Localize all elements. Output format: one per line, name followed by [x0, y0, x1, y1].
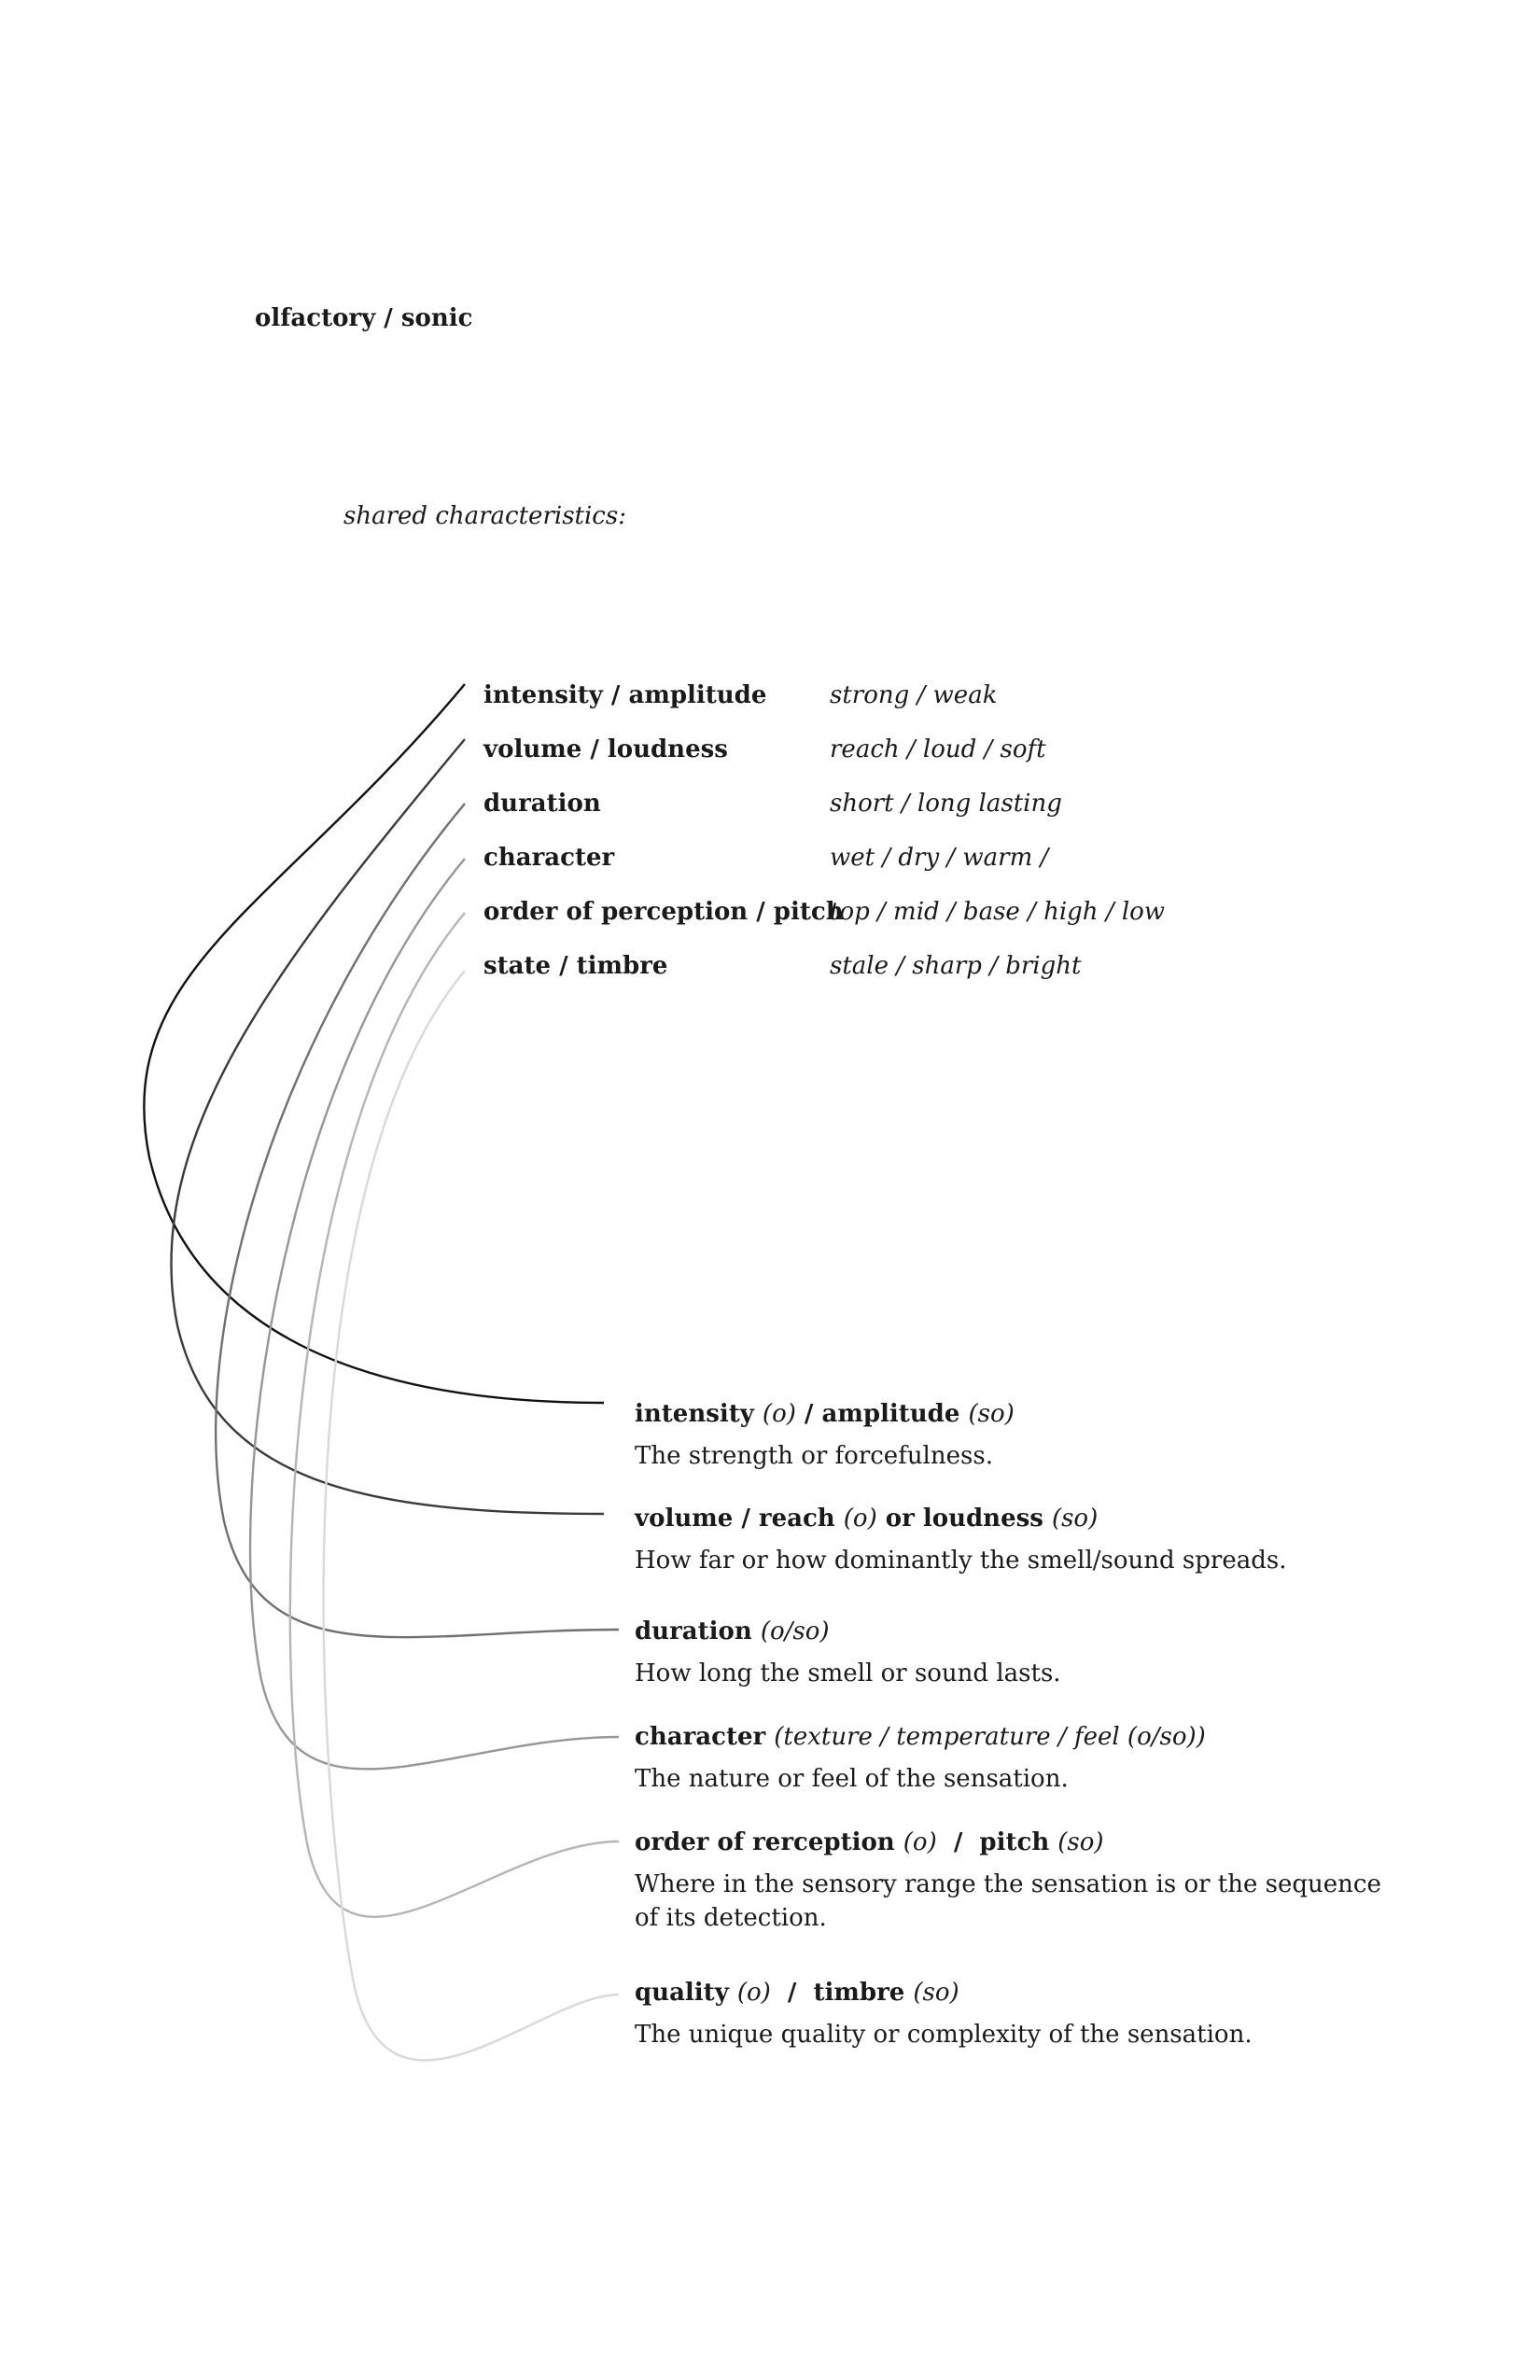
connector-curve — [250, 859, 619, 1769]
characteristic-descriptors: wet / dry / warm / — [830, 844, 1049, 872]
characteristic-descriptors: strong / weak — [830, 681, 998, 709]
definition-title — [635, 1979, 1381, 2007]
characteristic-name: duration — [483, 790, 601, 818]
definition-block — [635, 1617, 1381, 1690]
definition-block — [635, 1505, 1381, 1577]
definition-title-term: / amplitude — [795, 1400, 969, 1428]
definition-title-annotation: (so) — [913, 1979, 959, 2007]
definition-title-term: / timbre — [770, 1979, 914, 2007]
definition-title — [635, 1505, 1381, 1533]
characteristic-name: intensity / amplitude — [483, 681, 767, 709]
definition-text: Where in the sensory range the sensation is or the sequence of its detection. — [635, 1870, 1381, 1932]
definition-title-term: / pitch — [936, 1828, 1058, 1856]
section-subtitle: shared characteristics: — [343, 502, 626, 530]
connector-curve — [216, 804, 619, 1637]
definition-title — [635, 1400, 1381, 1428]
definition-title — [635, 1617, 1381, 1645]
definition-title-annotation: (so) — [1051, 1505, 1099, 1533]
definition-title-term: intensity — [635, 1400, 763, 1428]
characteristic-name: state / timbre — [483, 952, 668, 980]
definition-title-annotation: (o) — [736, 1979, 771, 2007]
definition-title-annotation: (so) — [1057, 1828, 1104, 1856]
definition-block — [635, 1723, 1381, 1796]
definition-text: The nature or feel of the sensation. — [635, 1765, 1069, 1793]
definition-title-annotation: (o) — [843, 1505, 877, 1533]
definition-block — [635, 1400, 1381, 1473]
definition-text: How far or how dominantly the smell/sound spreads. — [635, 1547, 1287, 1575]
connector-curve — [324, 971, 619, 2060]
characteristic-descriptors: reach / loud / soft — [830, 735, 1046, 763]
characteristic-name: volume / loudness — [483, 735, 728, 763]
definition-text: The strength or forcefulness. — [635, 1442, 993, 1470]
definition-title-annotation: (o/so) — [760, 1617, 830, 1645]
definition-text: The unique quality or complexity of the sensation. — [635, 2021, 1253, 2049]
definition-title-term: volume / reach — [635, 1505, 844, 1533]
definition-title — [635, 1828, 1381, 1856]
characteristic-descriptors: short / long lasting — [830, 790, 1062, 818]
definition-title-annotation: (texture / temperature / feel (o/so)) — [774, 1723, 1206, 1751]
definition-title-term: quality — [635, 1979, 737, 2007]
definition-title-term: or loudness — [876, 1505, 1052, 1533]
page-title: olfactory / sonic — [255, 304, 473, 332]
definition-title-annotation: (o) — [762, 1400, 796, 1428]
characteristic-descriptors: stale / sharp / bright — [830, 952, 1082, 980]
definition-title-term: order of rerception — [635, 1828, 903, 1856]
definition-title-term: duration — [635, 1617, 761, 1645]
definition-title — [635, 1723, 1381, 1751]
characteristic-name: order of perception / pitch — [483, 898, 844, 926]
characteristic-name: character — [483, 844, 615, 872]
definition-title-annotation: (so) — [968, 1400, 1015, 1428]
definition-block — [635, 1828, 1381, 1935]
definition-block — [635, 1979, 1381, 2051]
characteristic-descriptors: top / mid / base / high / low — [830, 898, 1166, 926]
definition-text: How long the smell or sound lasts. — [635, 1659, 1061, 1687]
definition-title-annotation: (o) — [903, 1828, 937, 1856]
definition-title-term: character — [635, 1723, 775, 1751]
